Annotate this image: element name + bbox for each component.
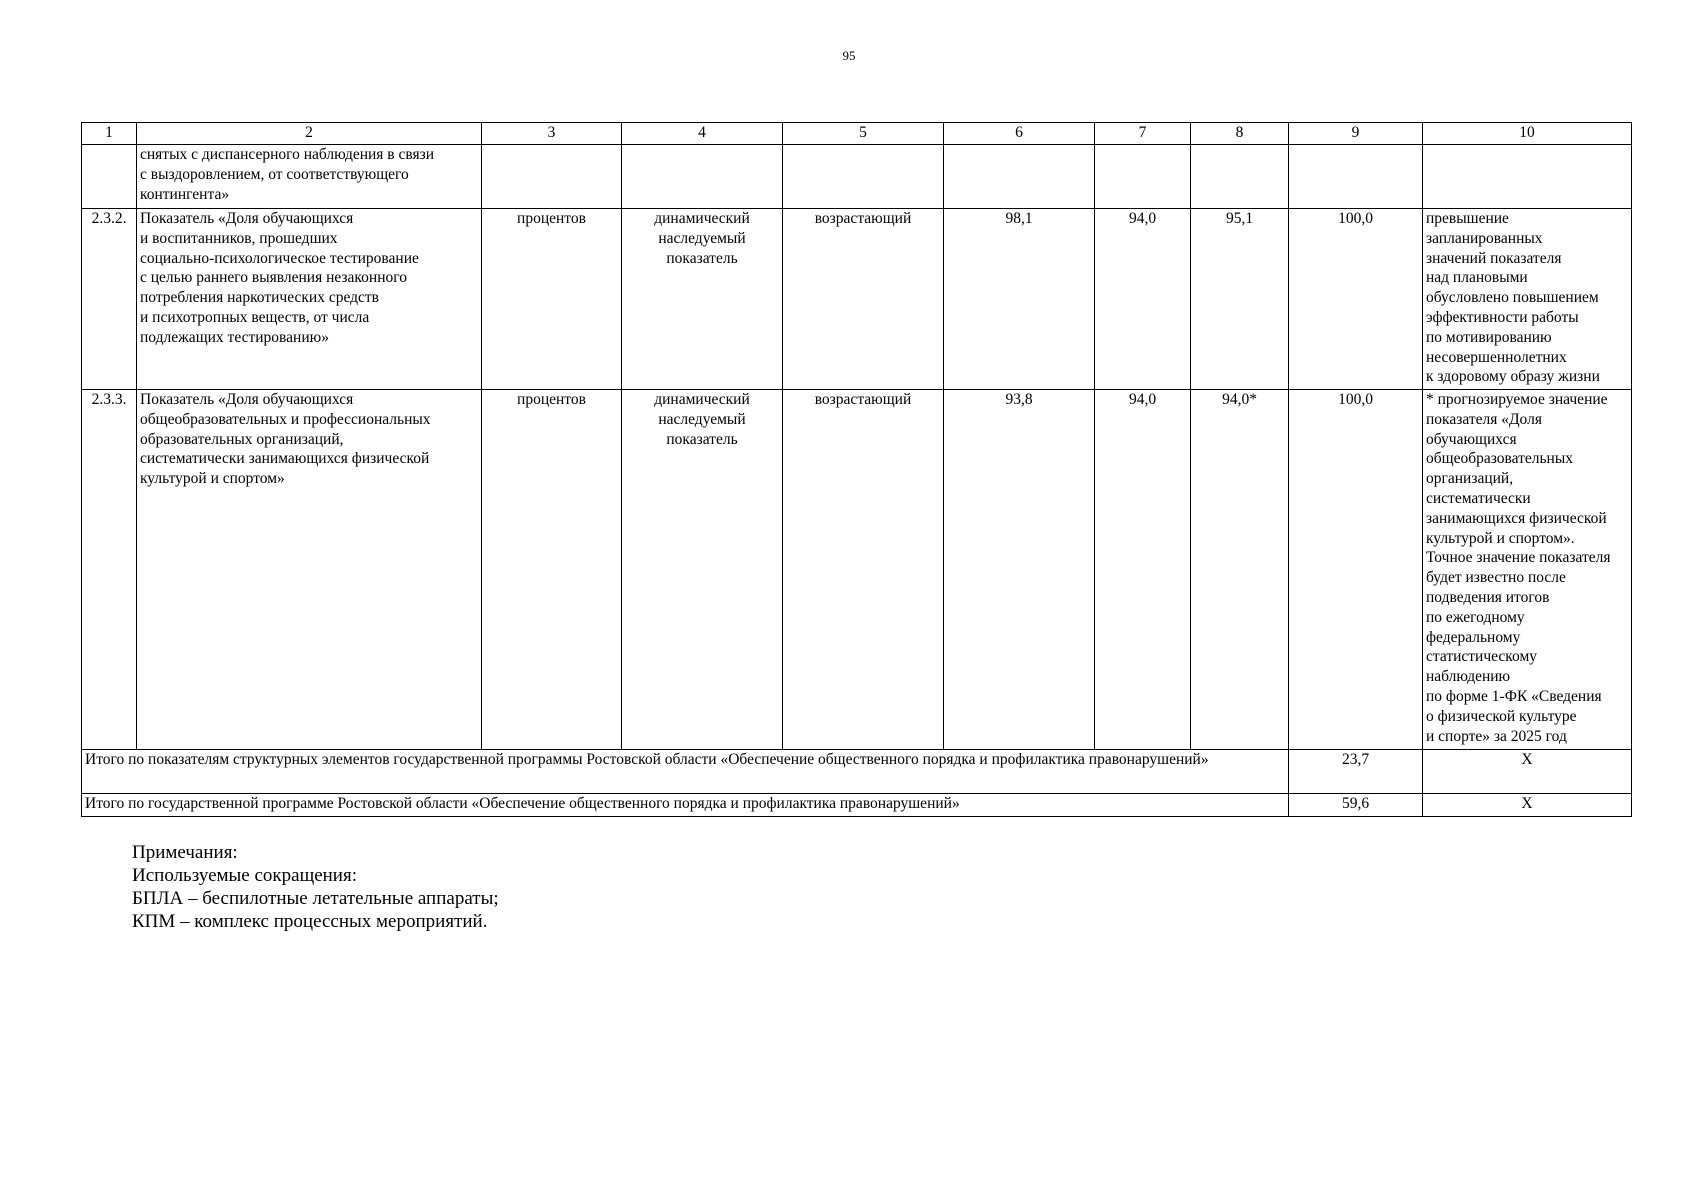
text-line: статистическому [1426,648,1538,666]
text-line: по мотивированию [1426,328,1552,346]
comment-cell [1423,390,1632,750]
text-line: и психотропных веществ, от числа [140,308,370,326]
continuation-row [82,145,1632,209]
text-line: показатель [666,430,738,448]
text-line: по форме 1-ФК «Сведения [1426,687,1602,705]
text-line: Показатель «Доля обучающихся [140,210,354,227]
column-number: 9 [1289,123,1423,145]
text-line: контингента» [140,185,230,203]
column-number-row [82,123,1632,145]
text-line: показатель [666,249,738,267]
text-line: организаций, [1426,470,1514,488]
text-line: наследуемый [658,410,746,428]
text-line: обучающихся [1426,430,1517,448]
indicators-table [81,122,1632,817]
continuation-text [137,145,482,209]
notes-title: Примечания: [132,842,238,863]
text-line: по ежегодному [1426,608,1525,626]
table-row [82,390,1632,750]
indicator-name [137,390,482,750]
value-col9: 100,0 [1289,209,1423,390]
empty-cell [944,145,1095,209]
direction-cell: возрастающий [783,209,944,390]
text-line: динамический [654,210,750,227]
value-col7: 94,0 [1095,390,1191,750]
column-number: 6 [944,123,1095,145]
value-col6: 98,1 [944,209,1095,390]
indicator-name [137,209,482,390]
text-line: подлежащих тестированию» [140,328,329,346]
empty-cell [82,145,137,209]
totals-row [82,794,1632,817]
column-number: 4 [622,123,783,145]
abbreviations-title: Используемые сокращения: [132,865,357,886]
indicator-type [622,209,783,390]
totals-value: 23,7 [1289,750,1423,794]
empty-cell [482,145,622,209]
totals-label: Итого по показателям структурных элементов государственной программы Ростовской области «Обеспечение общественного порядка и профилактика правонарушений» [82,750,1289,794]
column-number: 10 [1423,123,1632,145]
text-line: о физической культуре [1426,707,1577,725]
text-line: федеральному [1426,628,1521,646]
column-number: 7 [1095,123,1191,145]
column-number: 8 [1191,123,1289,145]
value-col7: 94,0 [1095,209,1191,390]
abbreviation-item: БПЛА – беспилотные летательные аппараты; [132,888,499,909]
empty-cell [1423,145,1632,209]
direction-cell: возрастающий [783,390,944,750]
text-line: несовершеннолетних [1426,348,1567,366]
totals-row [82,750,1632,794]
text-line: с целью раннего выявления незаконного [140,269,407,287]
text-line: занимающихся физической [1426,509,1607,527]
value-col8: 94,0* [1191,390,1289,750]
indicator-number: 2.3.3. [82,390,137,750]
column-number: 3 [482,123,622,145]
page-number: 95 [842,48,856,63]
value-col9: 100,0 [1289,390,1423,750]
totals-mark: Х [1423,750,1632,794]
value-col6: 93,8 [944,390,1095,750]
text-line: систематически [1426,489,1531,507]
empty-cell [622,145,783,209]
text-line: значений показателя [1426,249,1562,267]
text-line: и спорте» за 2025 год [1426,727,1567,745]
text-line: показателя «Доля [1426,410,1542,428]
text-line: потребления наркотических средств [140,289,379,307]
text-line: снятых с диспансерного наблюдения в связи [140,146,435,163]
table-row [82,209,1632,390]
text-line: запланированных [1426,229,1543,247]
text-line: эффективности работы [1426,308,1579,326]
empty-cell [1289,145,1423,209]
text-line: Показатель «Доля обучающихся [140,391,354,408]
text-line: обусловлено повышением [1426,289,1599,307]
text-line: подведения итогов [1426,588,1550,606]
value-col8: 95,1 [1191,209,1289,390]
totals-label: Итого по государственной программе Ростовской области «Обеспечение общественного порядка и профилактика правонарушений» [82,794,1289,817]
text-line: Точное значение показателя [1426,549,1611,567]
text-line: * прогнозируемое значение [1426,391,1608,408]
empty-cell [1095,145,1191,209]
text-line: превышение [1426,210,1509,227]
notes-block [132,841,499,933]
text-line: социально-психологическое тестирование [140,249,419,267]
text-line: культурой и спортом» [140,470,285,488]
column-number: 2 [137,123,482,145]
unit-cell: процентов [482,209,622,390]
text-line: к здоровому образу жизни [1426,368,1600,386]
text-line: динамический [654,391,750,408]
text-line: образовательных организаций, [140,430,344,448]
text-line: культурой и спортом». [1426,529,1575,547]
text-line: общеобразовательных [1426,450,1574,468]
text-line: наблюдению [1426,668,1511,686]
text-line: будет известно после [1426,569,1566,587]
indicator-number: 2.3.2. [82,209,137,390]
indicator-type [622,390,783,750]
text-line: и воспитанников, прошедших [140,229,338,247]
empty-cell [1191,145,1289,209]
totals-mark: Х [1423,794,1632,817]
text-line: общеобразовательных и профессиональных [140,410,431,428]
column-number: 5 [783,123,944,145]
unit-cell: процентов [482,390,622,750]
text-line: наследуемый [658,229,746,247]
totals-value: 59,6 [1289,794,1423,817]
comment-cell [1423,209,1632,390]
text-line: с выздоровлением, от соответствующего [140,165,409,183]
column-number: 1 [82,123,137,145]
text-line: над плановыми [1426,269,1528,287]
abbreviation-item: КПМ – комплекс процессных мероприятий. [132,911,488,932]
text-line: систематически занимающихся физической [140,450,430,468]
empty-cell [783,145,944,209]
